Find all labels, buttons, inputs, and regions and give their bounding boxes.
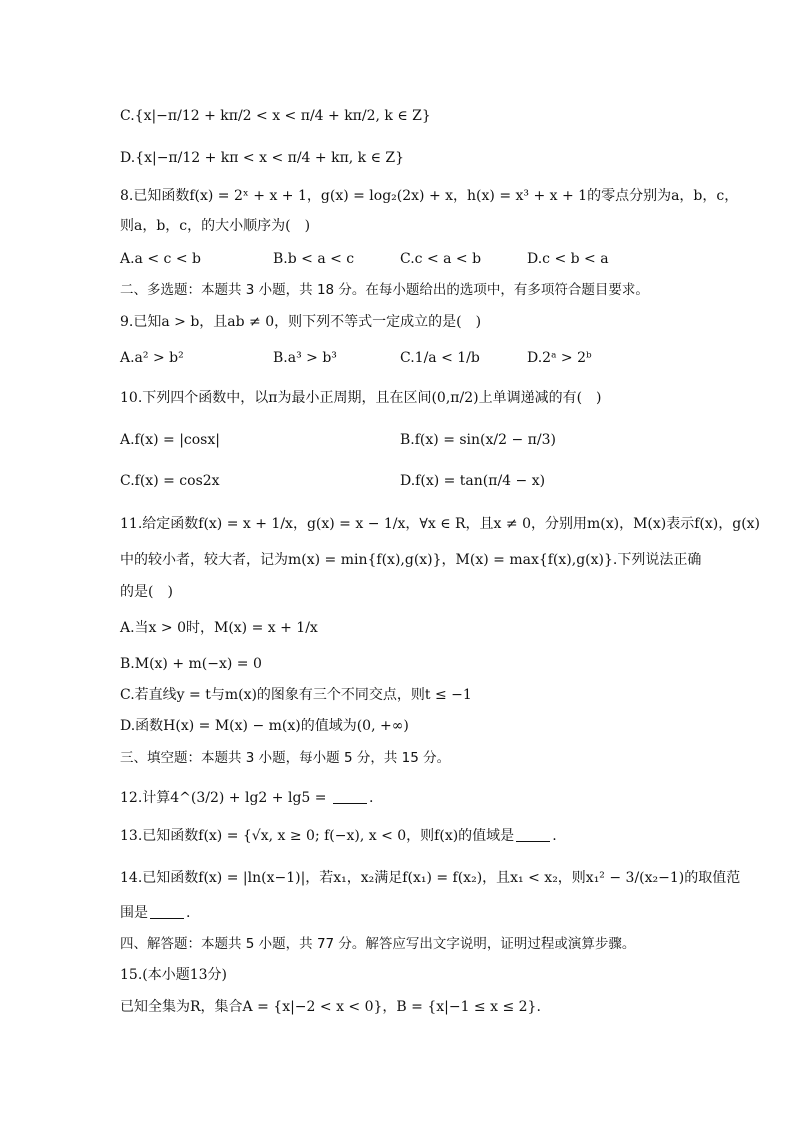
question-13 [120, 826, 557, 846]
question-12-text: 12.计算4^(3/2) + lg2 + lg5 = [120, 790, 331, 806]
q7-option-c: C.{x|−π/12 + kπ/2 < x < π/4 + kπ/2, k ∈ Z} [120, 108, 431, 124]
q8-option-b: B.b < a < c [273, 251, 355, 267]
period: . [186, 905, 191, 921]
question-12 [120, 788, 373, 808]
question-15: 已知全集为R，集合A = {x|−2 < x < 0}，B = {x|−1 ≤ x ≤ 2}. [120, 999, 541, 1015]
question-8: 8.已知函数f(x) = 2ˣ + x + 1，g(x) = log₂(2x) + x，h(x) = x³ + x + 1的零点分别为a，b，c， [120, 188, 739, 204]
q10-option-c: C.f(x) = cos2x [120, 473, 220, 489]
q11-option-a: A.当x > 0时，M(x) = x + 1/x [120, 620, 318, 636]
q11-option-d: D.函数H(x) = M(x) − m(x)的值域为(0, +∞) [120, 718, 409, 734]
period: . [552, 828, 557, 844]
period: . [368, 790, 374, 806]
section-4-heading: 四、解答题：本题共 5 小题，共 77 分。解答应写出文字说明，证明过程或演算步骤。 [120, 936, 636, 952]
q10-option-b: B.f(x) = sin(x/2 − π/3) [400, 432, 556, 448]
section-2-heading: 二、多选题：本题共 3 小题，共 18 分。在每小题给出的选项中，有多项符合题目要求。 [120, 282, 649, 298]
question-11: 11.给定函数f(x) = x + 1/x，g(x) = x − 1/x，∀x ∈ R，且x ≠ 0，分别用m(x)，M(x)表示f(x)，g(x) [120, 516, 761, 532]
q8-option-c: C.c < a < b [400, 251, 482, 267]
question-8-cont: 则a，b，c，的大小顺序为( ) [120, 218, 311, 234]
question-9: 9.已知a > b，且ab ≠ 0，则下列不等式一定成立的是( ) [120, 314, 482, 330]
q7-option-d: D.{x|−π/12 + kπ < x < π/4 + kπ, k ∈ Z} [120, 150, 405, 166]
question-14-cont [120, 903, 190, 923]
q9-option-c: C.1/a < 1/b [400, 350, 480, 366]
q9-option-d: D.2ᵃ > 2ᵇ [527, 350, 592, 366]
answer-blank [150, 904, 184, 919]
question-11-cont: 中的较小者，较大者，记为m(x) = min{f(x),g(x)}，M(x) = max{f(x),g(x)}.下列说法正确 [120, 552, 702, 568]
q10-option-a: A.f(x) = |cosx| [120, 432, 220, 448]
answer-blank [516, 827, 550, 842]
question-14: 14.已知函数f(x) = |ln(x−1)|，若x₁，x₂满足f(x₁) = f(x₂)，且x₁ < x₂，则x₁² − 3/(x₂−1)的取值范 [120, 870, 741, 886]
question-15-header: 15.(本小题13分) [120, 967, 228, 983]
question-11-cont2: 的是( ) [120, 584, 173, 600]
q10-option-d: D.f(x) = tan(π/4 − x) [400, 473, 546, 489]
section-3-heading: 三、填空题：本题共 3 小题，每小题 5 分，共 15 分。 [120, 750, 451, 766]
question-14-cont-text: 围是 [120, 905, 148, 921]
q11-option-c: C.若直线y = t与m(x)的图象有三个不同交点，则t ≤ −1 [120, 687, 472, 703]
question-13-text: 13.已知函数f(x) = {√x, x ≥ 0; f(−x), x < 0，则f(x)的值域是 [120, 828, 515, 844]
q8-option-d: D.c < b < a [527, 251, 609, 267]
answer-blank [333, 789, 367, 804]
q8-option-a: A.a < c < b [120, 251, 201, 267]
q9-option-b: B.a³ > b³ [273, 350, 337, 366]
q9-option-a: A.a² > b² [120, 350, 184, 366]
question-10: 10.下列四个函数中，以π为最小正周期，且在区间(0,π/2)上单调递减的有( ) [120, 390, 602, 406]
q11-option-b: B.M(x) + m(−x) = 0 [120, 656, 262, 672]
